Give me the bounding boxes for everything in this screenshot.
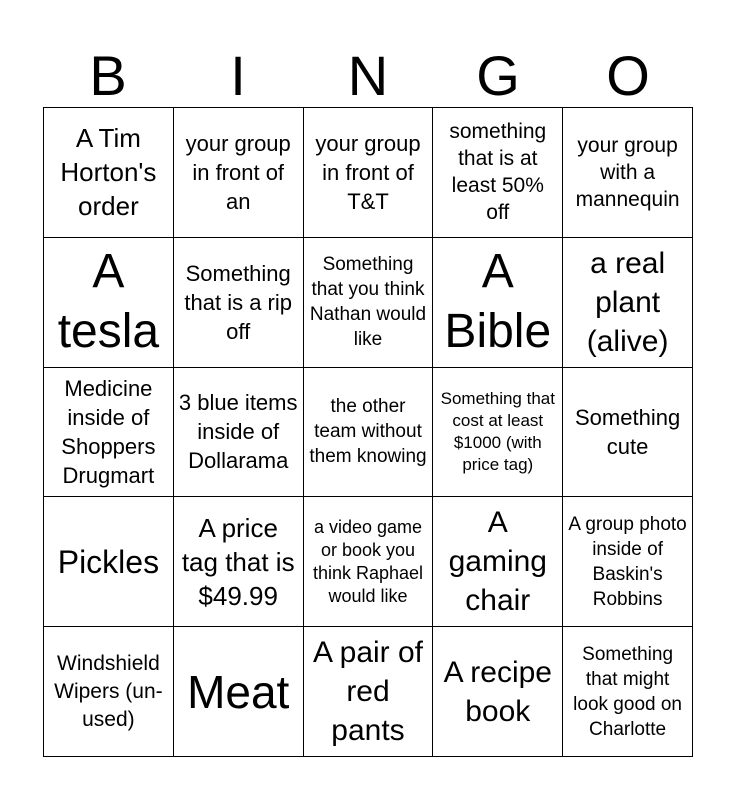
header-letter-b: B <box>89 44 127 107</box>
bingo-cell-r3c4[interactable] <box>433 368 563 498</box>
cell-text: A Bible <box>444 245 552 359</box>
cell-text: Windshield Wipers (un-used) <box>54 651 163 731</box>
cell-text: A gaming chair <box>448 506 547 618</box>
bingo-cell-r5c2[interactable] <box>174 627 304 757</box>
header-letter-i: I <box>230 44 246 107</box>
cell-text: Pickles <box>57 543 160 580</box>
cell-text: something that is at least 50% off <box>449 120 547 225</box>
cell-text: Something that you think Nathan would like <box>309 254 427 351</box>
cell-text: your group in front of T&T <box>315 130 421 214</box>
bingo-cell-r4c2[interactable] <box>174 497 304 627</box>
cell-text: the other team without them knowing <box>309 396 427 468</box>
bingo-cell-r3c2[interactable] <box>174 368 304 498</box>
cell-text: A Tim Horton's order <box>60 123 157 222</box>
cell-text: Something that might look good on Charlotte <box>573 643 682 740</box>
bingo-cell-r5c3[interactable] <box>304 627 434 757</box>
header-letter-n: N <box>347 44 389 107</box>
cell-text: Something cute <box>575 404 681 459</box>
header-letter-g: G <box>476 44 520 107</box>
header-letter-o: O <box>606 44 650 107</box>
bingo-cell-r2c5[interactable] <box>563 238 693 368</box>
cell-text: Something that cost at least $1000 (with price tag) <box>440 388 555 474</box>
bingo-cell-r1c5[interactable] <box>563 108 693 238</box>
cell-text: your group in front of an <box>185 130 291 214</box>
cell-text: A price tag that is $49.99 <box>181 512 295 611</box>
bingo-cell-r4c4[interactable] <box>433 497 563 627</box>
bingo-cell-r4c5[interactable] <box>563 497 693 627</box>
bingo-cell-r5c5[interactable] <box>563 627 693 757</box>
cell-text: A recipe book <box>443 655 552 728</box>
cell-text: Something that is a rip off <box>184 260 292 344</box>
bingo-cell-r3c1[interactable] <box>44 368 174 498</box>
bingo-cell-r1c1[interactable] <box>44 108 174 238</box>
bingo-board <box>43 107 693 757</box>
bingo-cell-r5c4[interactable] <box>433 627 563 757</box>
bingo-cell-r2c4[interactable] <box>433 238 563 368</box>
bingo-cell-r3c5[interactable] <box>563 368 693 498</box>
bingo-cell-r1c2[interactable] <box>174 108 304 238</box>
cell-text: a real plant (alive) <box>586 246 669 358</box>
bingo-cell-r3c3[interactable] <box>304 368 434 498</box>
bingo-cell-r2c3[interactable] <box>304 238 434 368</box>
cell-text: A pair of red pants <box>312 636 424 748</box>
cell-text: A group photo inside of Baskin's Robbins <box>568 513 687 610</box>
bingo-header <box>43 44 693 108</box>
bingo-cell-r4c3[interactable] <box>304 497 434 627</box>
cell-text: your group with a mannequin <box>575 133 680 211</box>
bingo-cell-r1c4[interactable] <box>433 108 563 238</box>
bingo-cell-r2c1[interactable] <box>44 238 174 368</box>
cell-text: a video game or book you think Raphael would like <box>312 516 424 606</box>
cell-text: A tesla <box>57 245 160 359</box>
cell-text: Meat <box>187 665 290 718</box>
bingo-cell-r1c3[interactable] <box>304 108 434 238</box>
bingo-cell-r2c2[interactable] <box>174 238 304 368</box>
cell-text: 3 blue items inside of Dollarama <box>178 390 298 474</box>
bingo-cell-r4c1[interactable] <box>44 497 174 627</box>
cell-text: Medicine inside of Shoppers Drugmart <box>61 375 156 488</box>
bingo-cell-r5c1[interactable] <box>44 627 174 757</box>
